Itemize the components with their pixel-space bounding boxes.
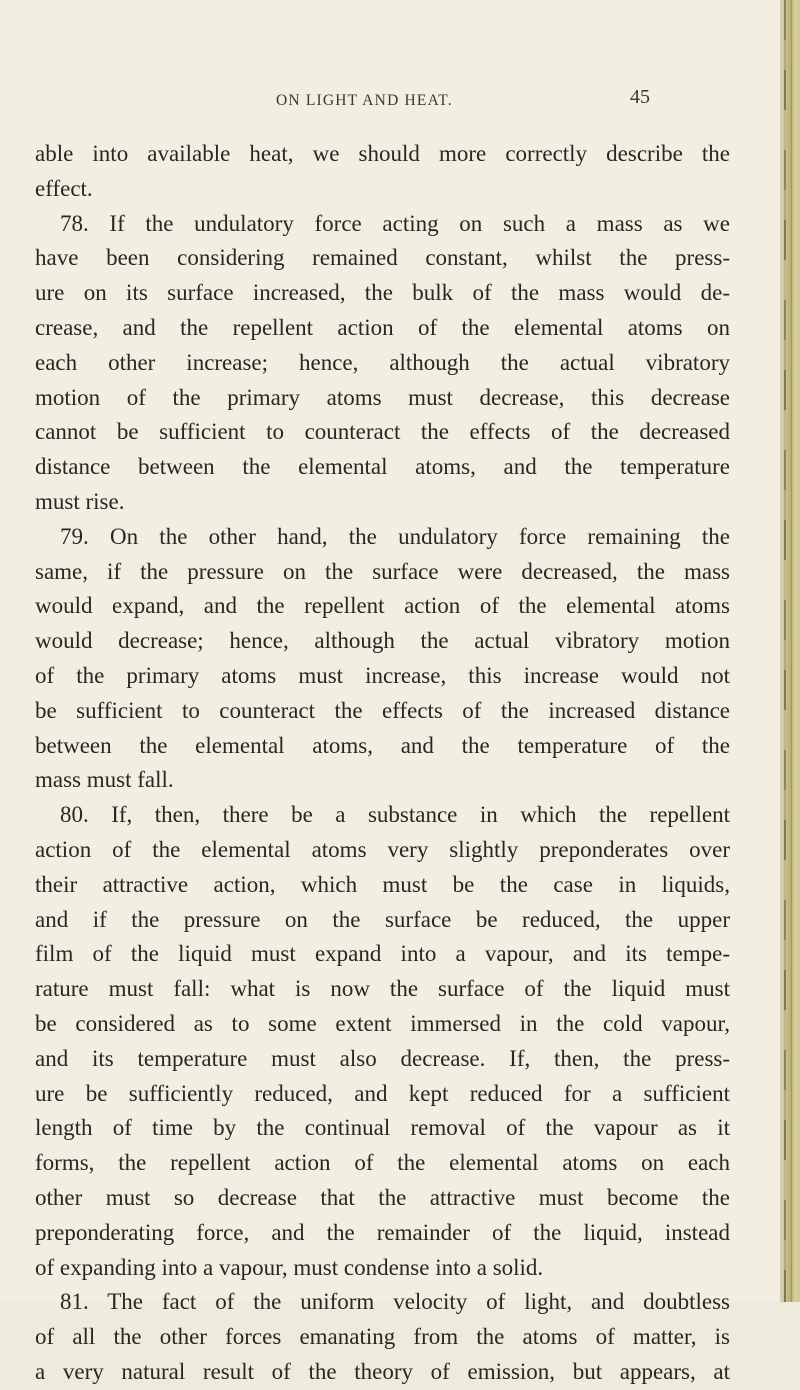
text-line: be considered as to some extent immersed in the cold vapour, [35, 1010, 730, 1036]
text-line: effect. [35, 175, 93, 201]
text-line: be sufficient to counteract the effects of the increased distance [35, 697, 730, 723]
text-line: of all the other forces emanating from the atoms of matter, is [35, 1324, 730, 1350]
text-line: ure be sufficiently reduced, and kept reduced for a sufficient [35, 1080, 730, 1106]
paragraph-78-start: 78. If the undulatory force acting on such a mass as we [60, 210, 730, 236]
paragraph-79-start: 79. On the other hand, the undulatory force remaining the [60, 523, 730, 549]
text-line: crease, and the repellent action of the elemental atoms on [35, 314, 730, 340]
text-line: mass must fall. [35, 767, 174, 793]
book-binding-edge [780, 0, 800, 1302]
text-line: other must so decrease that the attractive must become the [35, 1184, 730, 1210]
text-line: have been considering remained constant, whilst the press- [35, 245, 730, 271]
text-line: between the elemental atoms, and the temperature of the [35, 732, 730, 758]
running-head: ON LIGHT AND HEAT. [276, 92, 453, 109]
text-line: forms, the repellent action of the elemental atoms on each [35, 1150, 730, 1176]
paragraph-81-start: 81. The fact of the uniform velocity of light, and doubtless [60, 1289, 730, 1315]
text-line: film of the liquid must expand into a vapour, and its tempe- [35, 941, 730, 967]
text-line: ure on its surface increased, the bulk of the mass would de- [35, 280, 730, 306]
text-line: of the primary atoms must increase, this increase would not [35, 662, 730, 688]
body-text [35, 137, 730, 1390]
page-number: 45 [630, 86, 650, 108]
text-line: and its temperature must also decrease. If, then, the press- [35, 1045, 730, 1071]
text-line: of expanding into a vapour, must condense into a solid. [35, 1254, 544, 1280]
text-line: motion of the primary atoms must decrease, this decrease [35, 384, 730, 410]
text-line: rature must fall: what is now the surface of the liquid must [35, 976, 730, 1002]
text-line: distance between the elemental atoms, and the temperature [35, 454, 730, 480]
text-line: and if the pressure on the surface be reduced, the upper [35, 906, 730, 932]
text-line: same, if the pressure on the surface were decreased, the mass [35, 558, 730, 584]
text-line: cannot be sufficient to counteract the effects of the decreased [35, 419, 730, 445]
text-line: length of time by the continual removal of the vapour as it [35, 1115, 730, 1141]
text-line: must rise. [35, 488, 125, 514]
paragraph-80-start: 80. If, then, there be a substance in which the repellent [60, 802, 730, 828]
text-line: a very natural result of the theory of emission, but appears, at [35, 1358, 730, 1384]
text-line: would expand, and the repellent action of the elemental atoms [35, 593, 730, 619]
text-line: each other increase; hence, although the actual vibratory [35, 349, 730, 375]
text-line: action of the elemental atoms very slightly preponderates over [35, 836, 730, 862]
text-line: preponderating force, and the remainder of the liquid, instead [35, 1219, 730, 1245]
text-line: able into available heat, we should more correctly describe the [35, 141, 730, 166]
text-line: would decrease; hence, although the actual vibratory motion [35, 628, 730, 654]
text-line: their attractive action, which must be the case in liquids, [35, 871, 730, 897]
